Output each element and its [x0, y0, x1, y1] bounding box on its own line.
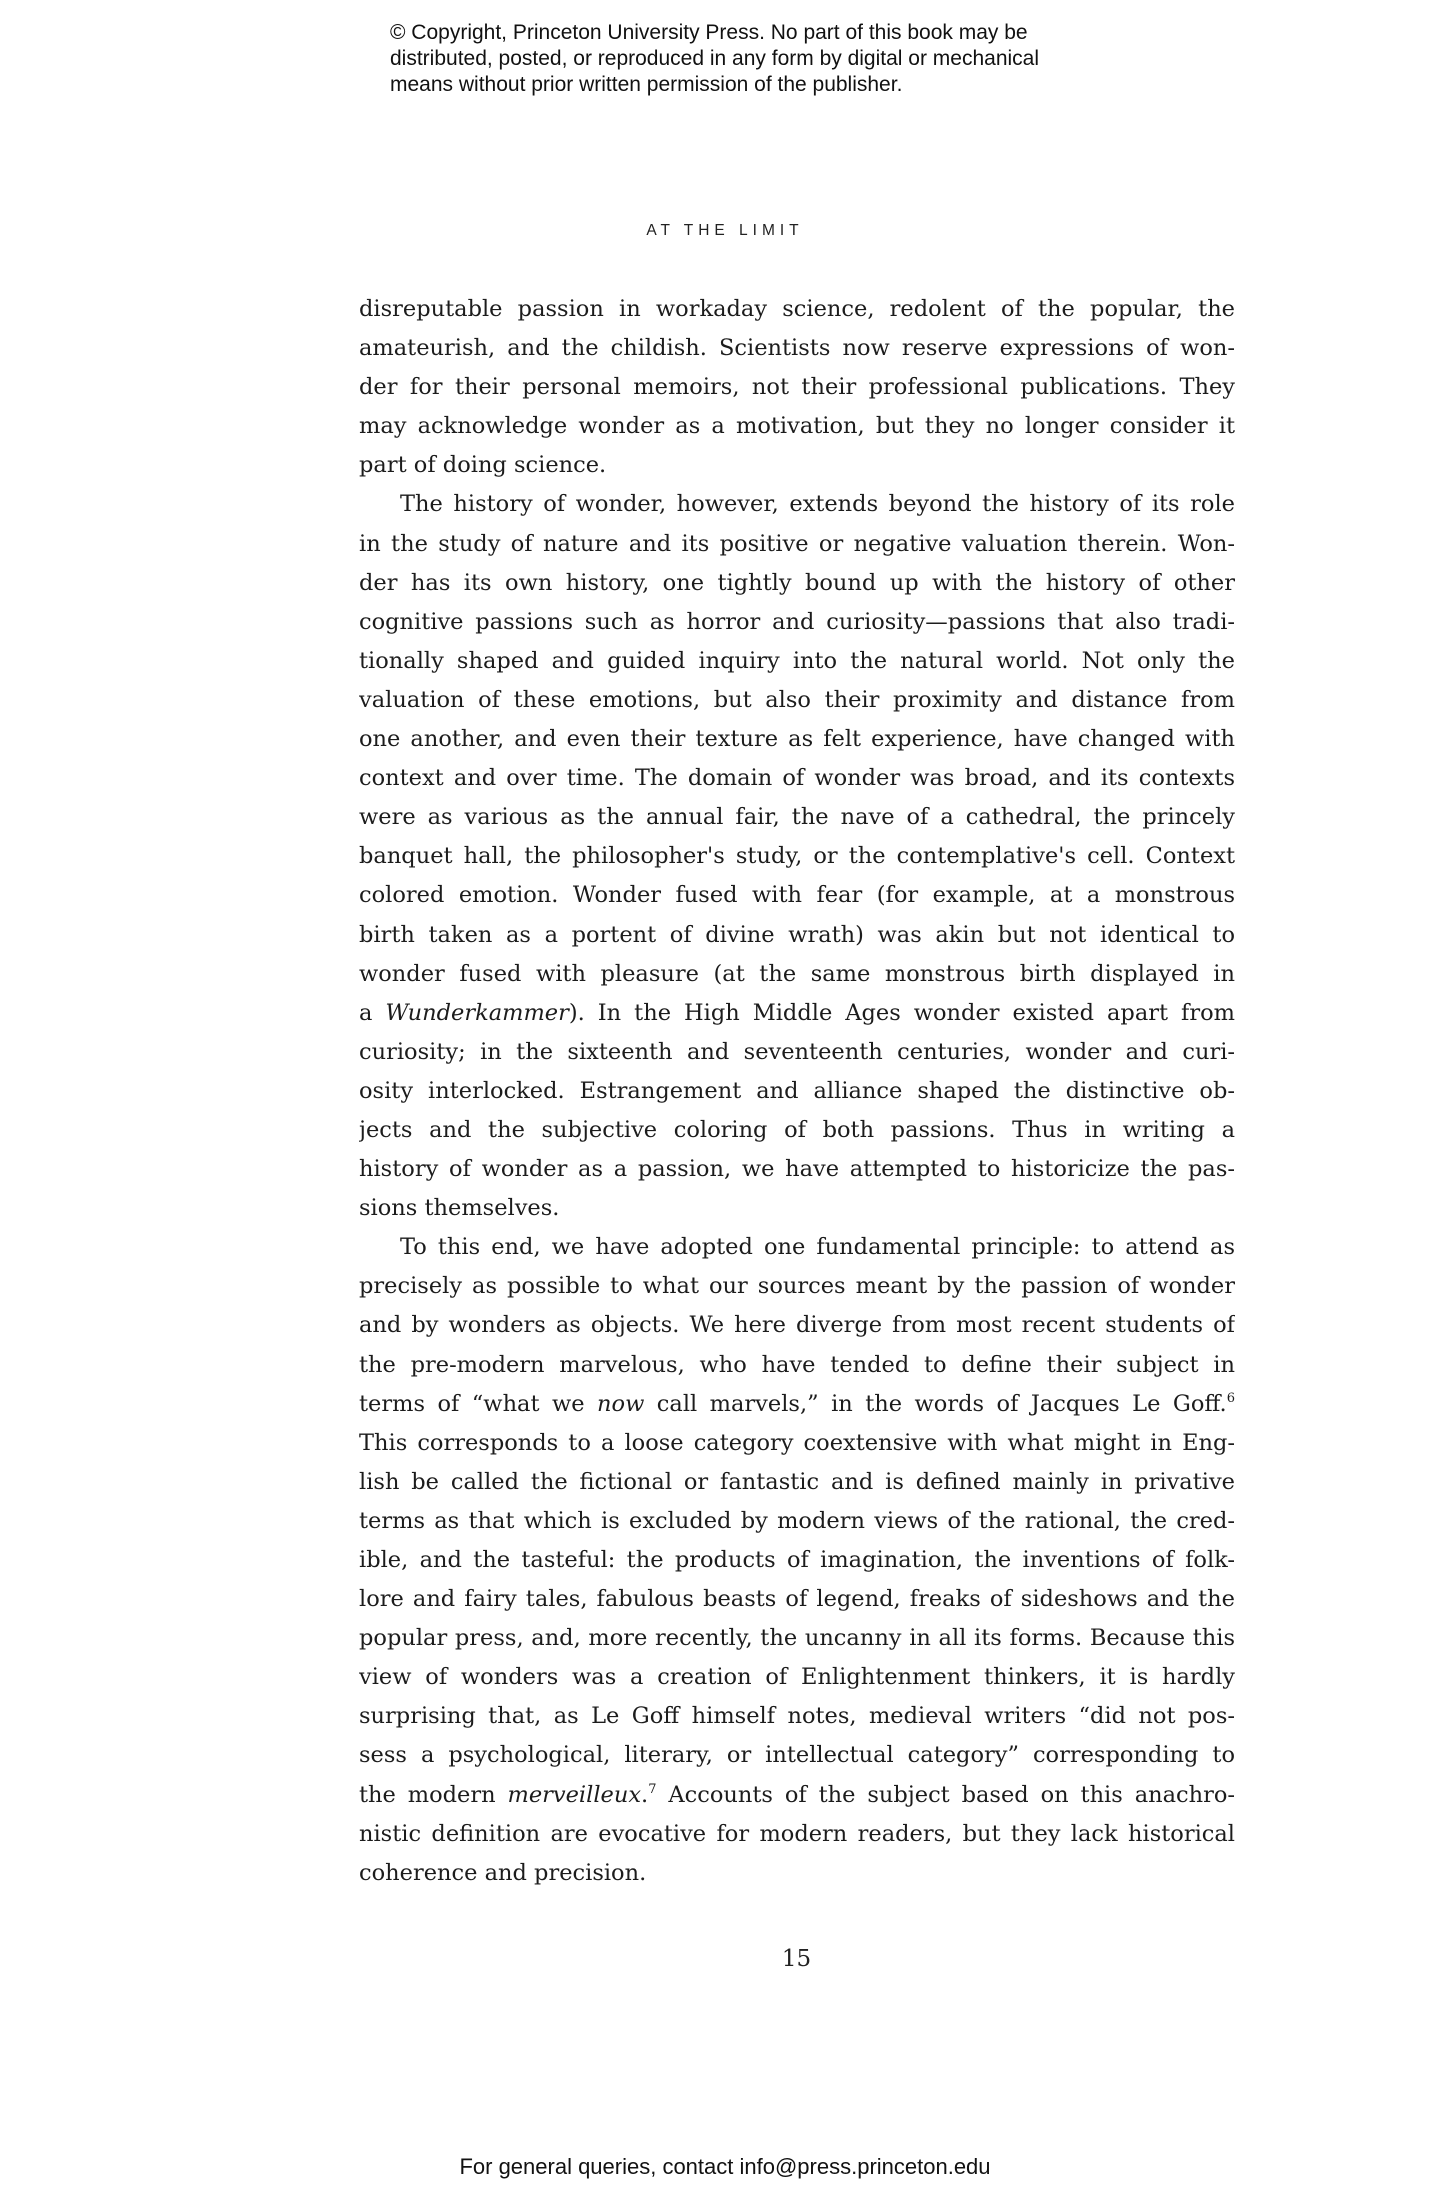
- text-line: tionally shaped and guided inquiry into the natural world. Not only the: [359, 647, 1235, 674]
- text-line: sions themselves.: [359, 1195, 560, 1222]
- text-line: amateurish, and the childish. Scientists now reserve expressions of won-: [359, 335, 1235, 362]
- text-line: lore and fairy tales, fabulous beasts of legend, freaks of sideshows and the: [359, 1586, 1235, 1613]
- text-line: were as various as the annual fair, the nave of a cathedral, the princely: [359, 804, 1235, 831]
- text-line: nistic definition are evocative for modern readers, but they lack historical: [359, 1820, 1235, 1847]
- page-number: 15: [781, 1946, 812, 1972]
- copyright-notice-line: means without prior written permission of the publisher.: [390, 73, 903, 96]
- text-line: a Wunderkammer). In the High Middle Ages wonder existed apart from: [359, 999, 1235, 1026]
- text-line: banquet hall, the philosopher's study, or the contemplative's cell. Context: [359, 843, 1235, 870]
- text-line: der has its own history, one tightly bound up with the history of other: [359, 569, 1235, 596]
- text-line: terms as that which is excluded by modern views of the rational, the cred-: [359, 1507, 1235, 1534]
- footer-contact: For general queries, contact info@press.princeton.edu: [459, 2154, 991, 2179]
- text-line: precisely as possible to what our sources meant by the passion of wonder: [359, 1273, 1235, 1300]
- text-line: popular press, and, more recently, the uncanny in all its forms. Because this: [359, 1625, 1235, 1652]
- paragraph: [359, 485, 1235, 1228]
- text-line: one another, and even their texture as felt experience, have changed with: [359, 726, 1235, 753]
- body-text: [359, 290, 1235, 1893]
- text-line: history of wonder as a passion, we have attempted to historicize the pas-: [359, 1156, 1235, 1183]
- text-line: part of doing science.: [359, 452, 607, 479]
- text-line: coherence and precision.: [359, 1859, 647, 1886]
- text-line: sess a psychological, literary, or intellectual category” corresponding to: [359, 1742, 1235, 1769]
- text-line: valuation of these emotions, but also their proximity and distance from: [359, 686, 1235, 713]
- running-head: AT THE LIMIT: [646, 222, 804, 239]
- text-line: The history of wonder, however, extends beyond the history of its role: [400, 491, 1235, 518]
- text-line: and by wonders as objects. We here diverge from most recent students of: [359, 1312, 1235, 1339]
- copyright-notice-line: distributed, posted, or reproduced in any form by digital or mechanical: [390, 47, 1040, 70]
- text-line: disreputable passion in workaday science, redolent of the popular, the: [359, 296, 1235, 322]
- paragraph: [359, 1228, 1235, 1893]
- text-line: cognitive passions such as horror and curiosity—passions that also tradi-: [359, 608, 1235, 635]
- text-line: wonder fused with pleasure (at the same monstrous birth displayed in: [359, 960, 1235, 987]
- text-line: view of wonders was a creation of Enlightenment thinkers, it is hardly: [359, 1664, 1235, 1691]
- text-line: jects and the subjective coloring of both passions. Thus in writing a: [359, 1116, 1235, 1143]
- text-line: may acknowledge wonder as a motivation, but they no longer consider it: [359, 413, 1235, 440]
- text-line: curiosity; in the sixteenth and seventeenth centuries, wonder and curi-: [359, 1038, 1235, 1065]
- text-line: lish be called the fictional or fantastic and is defined mainly in privative: [359, 1468, 1235, 1495]
- text-line: birth taken as a portent of divine wrath) was akin but not identical to: [359, 921, 1235, 948]
- text-line: surprising that, as Le Goff himself notes, medieval writers “did not pos-: [359, 1703, 1235, 1730]
- paragraph: [359, 290, 1235, 485]
- text-line: terms of “what we now call marvels,” in the words of Jacques Le Goff.$^6$: [359, 1390, 1235, 1417]
- text-line: ible, and the tasteful: the products of imagination, the inventions of folk-: [359, 1547, 1235, 1573]
- text-line: in the study of nature and its positive or negative valuation therein. Won-: [359, 530, 1235, 557]
- text-line: To this end, we have adopted one fundamental principle: to attend as: [400, 1234, 1235, 1261]
- text-line: colored emotion. Wonder fused with fear (for example, at a monstrous: [359, 882, 1235, 909]
- text-line: This corresponds to a loose category coextensive with what might in Eng-: [359, 1429, 1235, 1456]
- text-line: der for their personal memoirs, not their professional publications. They: [359, 374, 1235, 401]
- text-line: the pre-modern marvelous, who have tended to define their subject in: [359, 1351, 1235, 1378]
- text-line: context and over time. The domain of wonder was broad, and its contexts: [359, 765, 1235, 792]
- copyright-notice: [390, 20, 1150, 98]
- text-line: the modern merveilleux.$^7$ Accounts of the subject based on this anachro-: [359, 1781, 1235, 1808]
- text-line: osity interlocked. Estrangement and alliance shaped the distinctive ob-: [359, 1077, 1235, 1104]
- copyright-notice-line: © Copyright, Princeton University Press. No part of this book may be: [390, 21, 1028, 44]
